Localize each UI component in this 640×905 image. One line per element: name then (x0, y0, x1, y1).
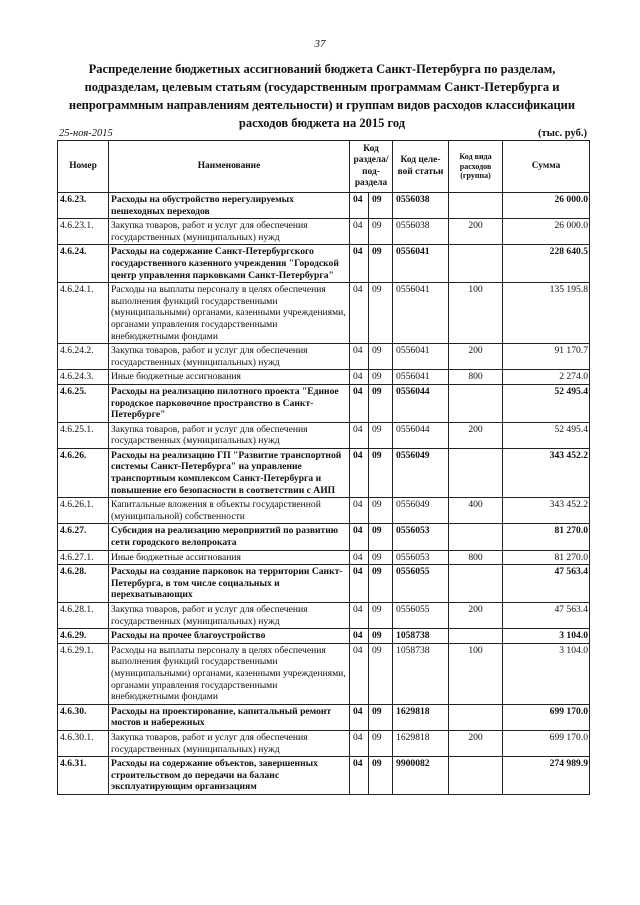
row-name: Расходы на выплаты персоналу в целях обеспечения выполнения функций государственными (муниципальными) органами, казенными учреждениями, органами управления государственными внебюджетными фондами (109, 643, 350, 704)
row-number: 4.6.24.1. (58, 283, 109, 344)
table-row (58, 730, 590, 756)
row-group-code: 200 (449, 344, 503, 370)
row-name: Закупка товаров, работ и услуг для обеспечения государственных (муниципальных) нужд (109, 344, 350, 370)
row-subsection-code: 09 (369, 603, 393, 629)
row-number: 4.6.23.1. (58, 219, 109, 245)
row-amount: 47 563.4 (503, 565, 590, 603)
table-row (58, 283, 590, 344)
row-name: Закупка товаров, работ и услуг для обеспечения государственных (муниципальных) нужд (109, 219, 350, 245)
row-number: 4.6.30. (58, 704, 109, 730)
document-date: 25-ноя-2015 (59, 128, 113, 139)
row-section-code: 04 (350, 193, 369, 219)
row-target-code: 1629818 (393, 704, 449, 730)
row-section-code: 04 (350, 565, 369, 603)
row-subsection-code: 09 (369, 704, 393, 730)
row-section-code: 04 (350, 283, 369, 344)
row-amount: 52 495.4 (503, 384, 590, 422)
row-subsection-code: 09 (369, 422, 393, 448)
table-header-row (58, 141, 590, 193)
row-number: 4.6.29. (58, 629, 109, 644)
row-amount: 2 274.0 (503, 370, 590, 385)
row-number: 4.6.25.1. (58, 422, 109, 448)
table-row (58, 498, 590, 524)
row-number: 4.6.31. (58, 757, 109, 795)
row-amount: 135 195.8 (503, 283, 590, 344)
row-name: Расходы на проектирование, капитальный ремонт мостов и набережных (109, 704, 350, 730)
row-target-code: 1058738 (393, 629, 449, 644)
table-body (58, 193, 590, 795)
row-group-code (449, 193, 503, 219)
header-amount: Сумма (503, 141, 590, 193)
row-subsection-code: 09 (369, 384, 393, 422)
row-group-code (449, 704, 503, 730)
row-target-code: 0556055 (393, 565, 449, 603)
row-name: Расходы на обустройство нерегулируемых пешеходных переходов (109, 193, 350, 219)
table-row (58, 565, 590, 603)
page-title: Распределение бюджетных ассигнований бюджета Санкт-Петербурга по разделам, подразделам, целевым статьям (государственным программам Санкт-Петербурга и непрограммным направлениям деятельности) и группам видов расходов классификации расходов бюджета на 2015 год (68, 62, 576, 130)
row-subsection-code: 09 (369, 370, 393, 385)
row-section-code: 04 (350, 629, 369, 644)
table-row (58, 448, 590, 497)
table-row (58, 193, 590, 219)
row-target-code: 0556044 (393, 422, 449, 448)
row-subsection-code: 09 (369, 344, 393, 370)
row-group-code: 100 (449, 643, 503, 704)
row-amount: 52 495.4 (503, 422, 590, 448)
row-section-code: 04 (350, 498, 369, 524)
row-target-code: 9900082 (393, 757, 449, 795)
row-section-code: 04 (350, 219, 369, 245)
row-section-code: 04 (350, 370, 369, 385)
row-group-code (449, 757, 503, 795)
row-group-code: 200 (449, 422, 503, 448)
row-name: Капитальные вложения в объекты государственной (муниципальной) собственности (109, 498, 350, 524)
row-target-code: 1629818 (393, 730, 449, 756)
row-target-code: 0556041 (393, 245, 449, 283)
row-section-code: 04 (350, 704, 369, 730)
row-target-code: 0556041 (393, 370, 449, 385)
table-row (58, 245, 590, 283)
row-target-code: 0556053 (393, 524, 449, 550)
row-section-code: 04 (350, 730, 369, 756)
row-section-code: 04 (350, 550, 369, 565)
row-amount: 26 000.0 (503, 193, 590, 219)
row-section-code: 04 (350, 524, 369, 550)
row-section-code: 04 (350, 384, 369, 422)
row-amount: 81 270.0 (503, 550, 590, 565)
row-name: Закупка товаров, работ и услуг для обеспечения государственных (муниципальных) нужд (109, 603, 350, 629)
row-number: 4.6.26.1. (58, 498, 109, 524)
row-number: 4.6.28. (58, 565, 109, 603)
row-group-code: 200 (449, 219, 503, 245)
row-target-code: 0556044 (393, 384, 449, 422)
table-row (58, 643, 590, 704)
row-name: Расходы на реализацию пилотного проекта "Единое городское парковочное пространство в Санкт-Петербурге" (109, 384, 350, 422)
row-number: 4.6.24.3. (58, 370, 109, 385)
row-target-code: 0556049 (393, 448, 449, 497)
table-row (58, 757, 590, 795)
row-number: 4.6.29.1. (58, 643, 109, 704)
row-name: Расходы на выплаты персоналу в целях обеспечения выполнения функций государственными (муниципальными) органами, казенными учреждениями, органами управления государственными внебюджетными фондами (109, 283, 350, 344)
row-group-code: 800 (449, 550, 503, 565)
row-subsection-code: 09 (369, 283, 393, 344)
row-section-code: 04 (350, 245, 369, 283)
row-subsection-code: 09 (369, 629, 393, 644)
row-target-code: 0556041 (393, 283, 449, 344)
row-subsection-code: 09 (369, 643, 393, 704)
table-row (58, 344, 590, 370)
row-amount: 699 170.0 (503, 730, 590, 756)
row-section-code: 04 (350, 603, 369, 629)
row-subsection-code: 09 (369, 498, 393, 524)
row-group-code (449, 384, 503, 422)
row-section-code: 04 (350, 344, 369, 370)
row-subsection-code: 09 (369, 730, 393, 756)
row-section-code: 04 (350, 422, 369, 448)
table-row (58, 629, 590, 644)
header-section-code: Код раздела/ под- раздела (350, 141, 393, 193)
row-number: 4.6.23. (58, 193, 109, 219)
table-row (58, 524, 590, 550)
row-target-code: 0556038 (393, 219, 449, 245)
row-subsection-code: 09 (369, 193, 393, 219)
row-name: Иные бюджетные ассигнования (109, 550, 350, 565)
row-number: 4.6.28.1. (58, 603, 109, 629)
table-row (58, 384, 590, 422)
row-group-code: 200 (449, 603, 503, 629)
row-subsection-code: 09 (369, 524, 393, 550)
row-amount: 3 104.0 (503, 629, 590, 644)
row-subsection-code: 09 (369, 448, 393, 497)
row-subsection-code: 09 (369, 565, 393, 603)
row-number: 4.6.24.2. (58, 344, 109, 370)
row-group-code (449, 245, 503, 283)
row-name: Иные бюджетные ассигнования (109, 370, 350, 385)
row-target-code: 0556041 (393, 344, 449, 370)
row-subsection-code: 09 (369, 757, 393, 795)
row-name: Закупка товаров, работ и услуг для обеспечения государственных (муниципальных) нужд (109, 422, 350, 448)
row-subsection-code: 09 (369, 219, 393, 245)
row-target-code: 0556053 (393, 550, 449, 565)
row-name: Закупка товаров, работ и услуг для обеспечения государственных (муниципальных) нужд (109, 730, 350, 756)
row-section-code: 04 (350, 757, 369, 795)
table-row (58, 370, 590, 385)
row-target-code: 0556049 (393, 498, 449, 524)
row-amount: 47 563.4 (503, 603, 590, 629)
header-group-code: Код вида расходов (группа) (449, 141, 503, 193)
row-group-code: 400 (449, 498, 503, 524)
row-name: Расходы на содержание Санкт-Петербургского государственного казенного учреждения "Городской центр управления парковками Санкт-Петербурга" (109, 245, 350, 283)
row-number: 4.6.30.1. (58, 730, 109, 756)
row-number: 4.6.25. (58, 384, 109, 422)
header-target-code: Код целе- вой статьи (393, 141, 449, 193)
table-row (58, 422, 590, 448)
row-number: 4.6.27. (58, 524, 109, 550)
table-row (58, 550, 590, 565)
row-name: Расходы на содержание объектов, завершенных строительством до передачи на баланс эксплуатирующим организациям (109, 757, 350, 795)
row-amount: 699 170.0 (503, 704, 590, 730)
row-group-code (449, 629, 503, 644)
row-number: 4.6.26. (58, 448, 109, 497)
table-row (58, 603, 590, 629)
row-amount: 3 104.0 (503, 643, 590, 704)
table-row (58, 219, 590, 245)
row-group-code (449, 565, 503, 603)
budget-table (57, 140, 590, 795)
row-number: 4.6.24. (58, 245, 109, 283)
row-amount: 228 640.5 (503, 245, 590, 283)
row-name: Расходы на создание парковок на территории Санкт-Петербурга, в том числе социальных и перехватывающих (109, 565, 350, 603)
row-group-code: 100 (449, 283, 503, 344)
row-subsection-code: 09 (369, 245, 393, 283)
row-amount: 91 170.7 (503, 344, 590, 370)
row-amount: 343 452.2 (503, 498, 590, 524)
row-amount: 343 452.2 (503, 448, 590, 497)
row-amount: 26 000.0 (503, 219, 590, 245)
row-number: 4.6.27.1. (58, 550, 109, 565)
row-section-code: 04 (350, 643, 369, 704)
row-target-code: 0556038 (393, 193, 449, 219)
row-name: Субсидия на реализацию мероприятий по развитию сети городского велопроката (109, 524, 350, 550)
row-target-code: 0556055 (393, 603, 449, 629)
page-number: 37 (314, 38, 326, 50)
header-number: Номер (58, 141, 109, 193)
row-group-code (449, 524, 503, 550)
table-row (58, 704, 590, 730)
row-group-code: 200 (449, 730, 503, 756)
row-group-code: 800 (449, 370, 503, 385)
row-section-code: 04 (350, 448, 369, 497)
row-group-code (449, 448, 503, 497)
row-amount: 274 989.9 (503, 757, 590, 795)
row-subsection-code: 09 (369, 550, 393, 565)
row-name: Расходы на прочее благоустройство (109, 629, 350, 644)
units-label: (тыс. руб.) (538, 128, 587, 139)
header-name: Наименование (109, 141, 350, 193)
row-amount: 81 270.0 (503, 524, 590, 550)
row-name: Расходы на реализацию ГП "Развитие транспортной системы Санкт-Петербурга" на управление транспортным комплексом Санкт-Петербурга и повышение его безопасности в соответствии с АИП (109, 448, 350, 497)
row-target-code: 1058738 (393, 643, 449, 704)
